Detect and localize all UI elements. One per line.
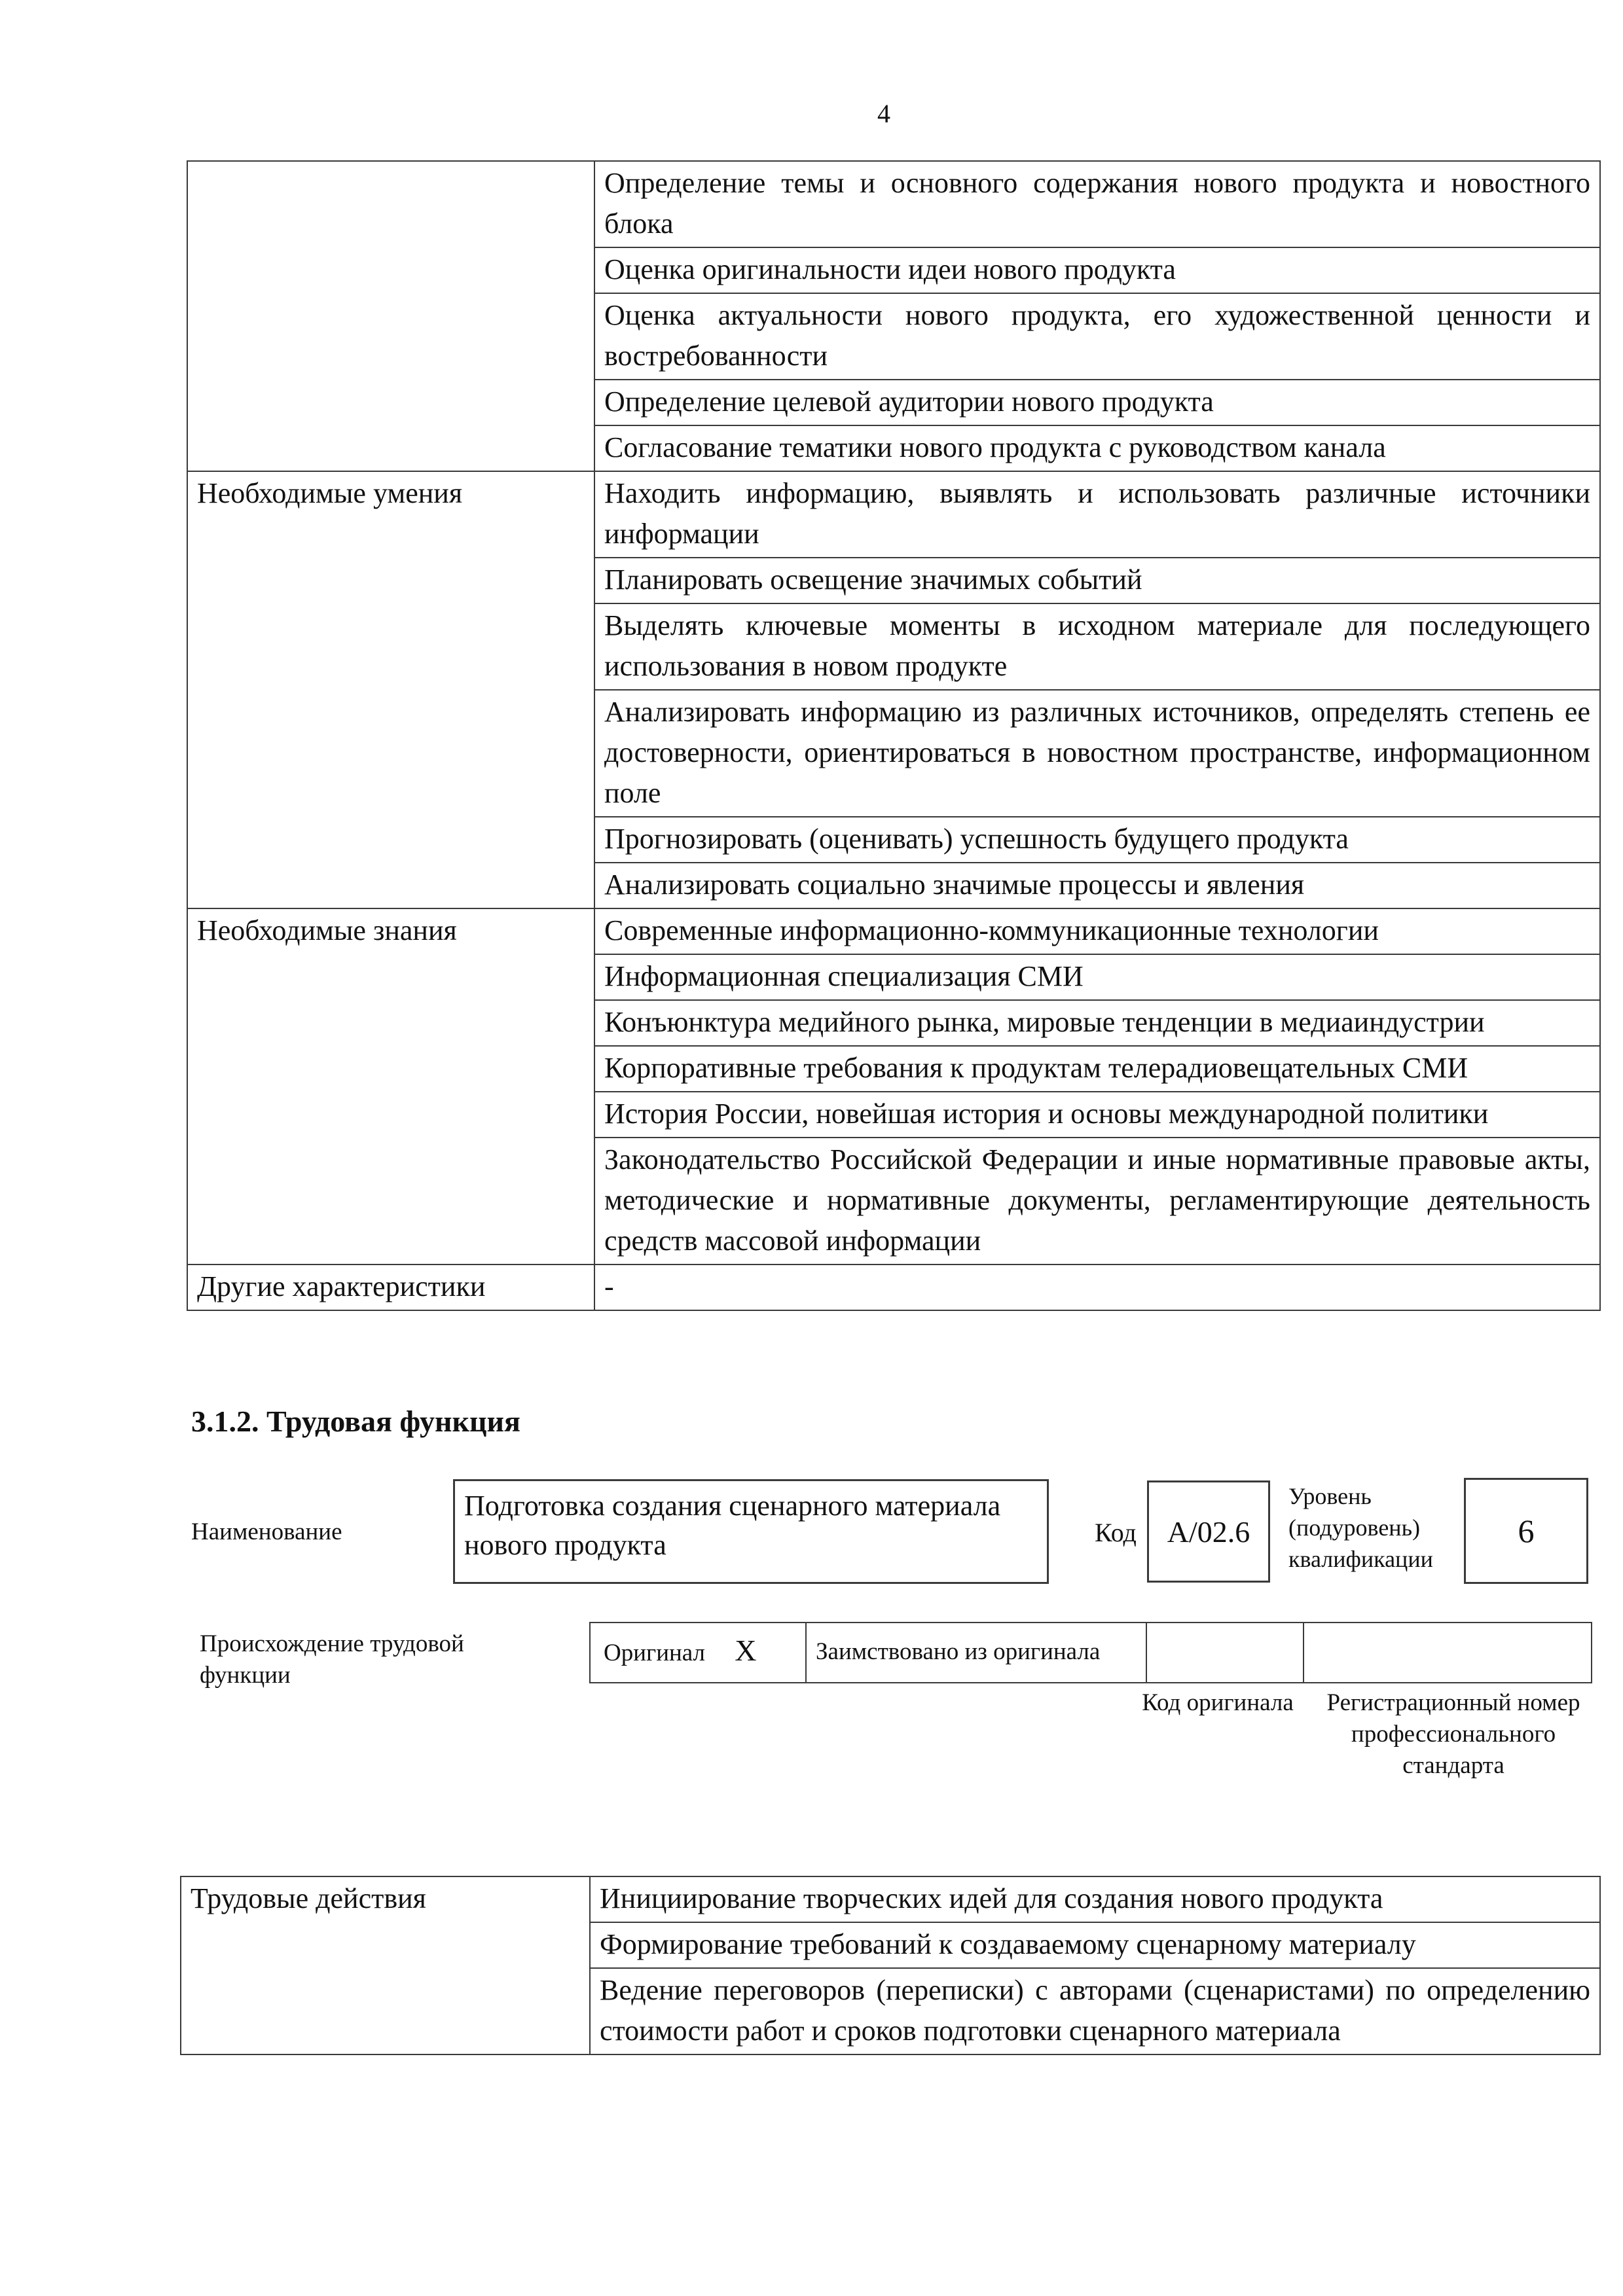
original-label: Оригинал [604,1640,706,1666]
original-cell [590,1623,806,1683]
table-row [187,1265,1600,1310]
item-cell: Прогнозировать (оценивать) успешность будущего продукта [594,817,1600,863]
item-cell: Определение темы и основного содержания нового продукта и новостного блока [594,161,1600,247]
table-row [187,161,1600,247]
item-cell: Анализировать социально значимые процессы и явления [594,863,1600,908]
code-value: A/02.6 [1167,1515,1250,1549]
page-number: 4 [877,99,890,128]
item-cell: Находить информацию, выявлять и использовать различные источники информации [594,471,1600,558]
labor-actions-table [180,1876,1601,2055]
category-cell [187,161,594,471]
borrowed-label: Заимствовано из оригинала [806,1623,1146,1683]
table-row [187,908,1600,954]
item-cell: Оценка оригинальности идеи нового продукта [594,247,1600,293]
item-cell: Согласование тематики нового продукта с руководством канала [594,425,1600,471]
original-mark: X [735,1634,757,1667]
category-cell-actions: Трудовые действия [181,1876,590,2054]
item-cell: Выделять ключевые моменты в исходном материале для последующего использования в новом продукте [594,603,1600,690]
item-cell: Корпоративные требования к продуктам телерадиовещательных СМИ [594,1046,1600,1092]
table-row [590,1623,1592,1683]
item-cell: Формирование требований к создаваемому сценарному материалу [590,1922,1600,1968]
origin-label: Происхождение трудовой функции [200,1630,464,1689]
level-value-box [1464,1478,1588,1584]
item-cell: Современные информационно-коммуникационные технологии [594,908,1600,954]
name-label: Наименование [191,1518,342,1545]
name-value-box [453,1479,1049,1584]
category-cell-skills: Необходимые умения [187,471,594,908]
code-value-box [1147,1480,1270,1583]
item-cell: Конъюнктура медийного рынка, мировые тенденции в медиаиндустрии [594,1000,1600,1046]
table-row [187,471,1600,558]
category-cell-knowledge: Необходимые знания [187,908,594,1265]
code-original-cell [1146,1623,1304,1683]
reg-number-caption: Регистрационный номер профессионального стандарта [1326,1689,1580,1779]
origin-table [589,1622,1592,1683]
name-value: Подготовка создания сценарного материала нового продукта [464,1490,1001,1561]
level-value: 6 [1518,1513,1535,1549]
item-cell: - [594,1265,1600,1310]
requirements-table [187,160,1601,1311]
item-cell: Инициирование творческих идей для создания нового продукта [590,1876,1600,1922]
code-label: Код [1095,1518,1137,1547]
item-cell: Определение целевой аудитории нового продукта [594,380,1600,425]
item-cell: Оценка актуальности нового продукта, его художественной ценности и востребованности [594,293,1600,380]
item-cell: Планировать освещение значимых событий [594,558,1600,603]
table-row [181,1876,1600,1922]
item-cell: Анализировать информацию из различных источников, определять степень ее достоверности, ориентироваться в новостном пространстве, информационном поле [594,690,1600,817]
section-title: 3.1.2. Трудовая функция [191,1405,520,1438]
category-cell-other: Другие характеристики [187,1265,594,1310]
item-cell: Ведение переговоров (переписки) с авторами (сценаристами) по определению стоимости работ и сроков подготовки сценарного материала [590,1968,1600,2054]
item-cell: Информационная специализация СМИ [594,954,1600,1000]
code-original-caption: Код оригинала [1142,1689,1294,1716]
item-cell: Законодательство Российской Федерации и иные нормативные правовые акты, методические и нормативные документы, регламентирующие деятельность средств массовой информации [594,1138,1600,1265]
item-cell: История России, новейшая история и основы международной политики [594,1092,1600,1138]
level-label: Уровень (подуровень) квалификации [1288,1483,1433,1572]
reg-number-cell [1304,1623,1592,1683]
